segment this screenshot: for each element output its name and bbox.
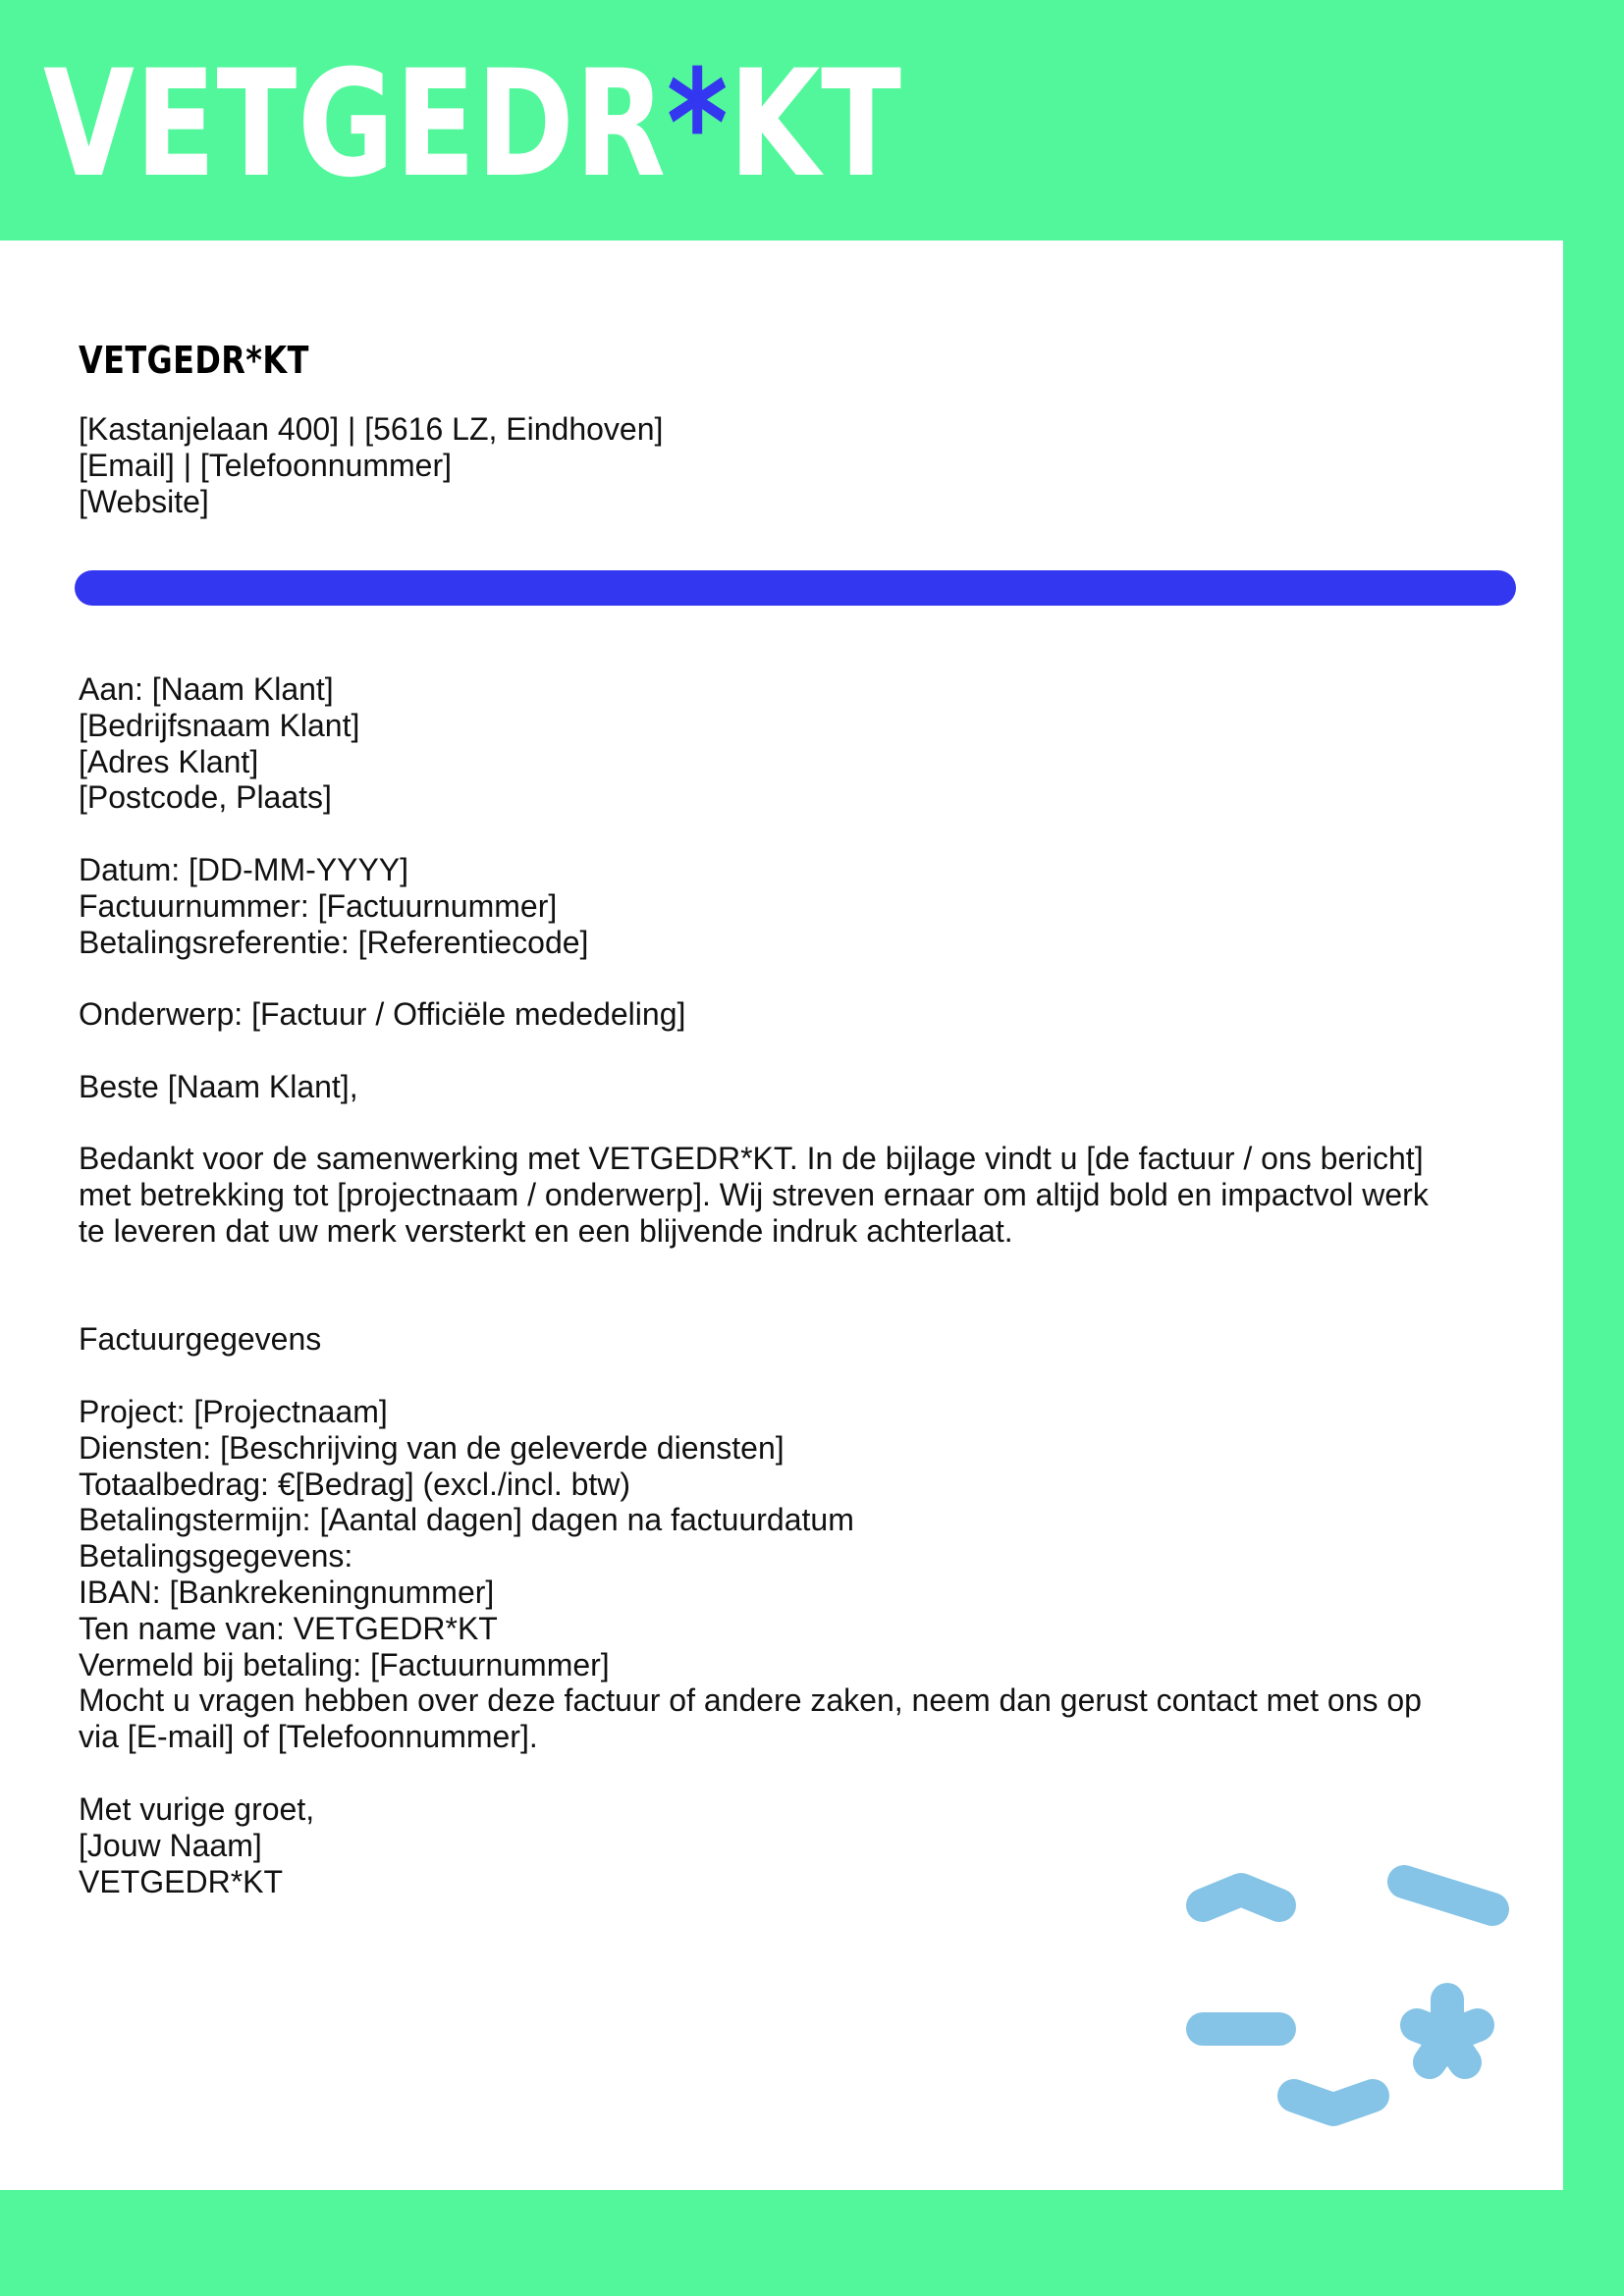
closing-salutation: Met vurige groet, (79, 1791, 315, 1827)
letterhead-brand-name: VETGEDR*KT (79, 339, 309, 382)
dash-slanted-icon (1404, 1882, 1492, 1909)
invoice-services: Diensten: [Beschrijving van de geleverde diensten] (79, 1429, 785, 1466)
masthead-text-end: KT (729, 39, 902, 210)
asterisk-icon (1417, 2000, 1478, 2062)
caret-up-icon (1203, 1890, 1279, 1905)
invoice-mention: Vermeld bij betaling: [Factuurnummer] (79, 1646, 610, 1682)
brand-logo-masthead (43, 39, 902, 210)
payment-reference: Betalingsreferentie: [Referentiecode] (79, 924, 589, 960)
caret-down-icon (1294, 2096, 1373, 2109)
masthead-text-start: VETGEDR (43, 39, 667, 210)
invoice-project: Project: [Projectnaam] (79, 1394, 388, 1429)
invoice-number: Factuurnummer: [Factuurnummer] (79, 887, 558, 924)
invoice-payment-details: Betalingsgegevens: (79, 1538, 353, 1575)
recipient-company: [Bedrijfsnaam Klant] (79, 707, 360, 743)
closing-name: [Jouw Naam] (79, 1827, 262, 1863)
invoice-account-name: Ten name van: VETGEDR*KT (79, 1610, 498, 1646)
divider-bar (75, 570, 1516, 606)
intro-line: met betrekking tot [projectnaam / onderwerp]. Wij streven ernaar om altijd bold en impactvol werk (79, 1176, 1429, 1212)
letter-subject: Onderwerp: [Factuur / Officiële mededeling] (79, 996, 686, 1032)
invoice-questions: via [E-mail] of [Telefoonnummer]. (79, 1719, 538, 1755)
recipient-postal: [Postcode, Plaats] (79, 779, 332, 816)
intro-line: Bedankt voor de samenwerking met VETGEDR*KT. In de bijlage vindt u [de factuur / ons bericht] (79, 1141, 1424, 1176)
intro-line: te leveren dat uw merk versterkt en een blijvende indruk achterlaat. (79, 1212, 1013, 1249)
letter-sheet (0, 240, 1563, 2190)
invoice-questions: Mocht u vragen hebben over deze factuur of andere zaken, neem dan gerust contact met ons op (79, 1682, 1422, 1719)
invoice-term: Betalingstermijn: [Aantal dagen] dagen na factuurdatum (79, 1502, 854, 1538)
recipient-name: Aan: [Naam Klant] (79, 671, 334, 707)
invoice-heading: Factuurgegevens (79, 1321, 322, 1357)
sender-contact: [Email] | [Telefoonnummer] (79, 447, 453, 483)
letter-date: Datum: [DD-MM-YYYY] (79, 852, 409, 887)
recipient-address: [Adres Klant] (79, 743, 259, 779)
closing-company: VETGEDR*KT (79, 1863, 284, 1899)
sender-address: [Kastanjelaan 400] | [5616 LZ, Eindhoven] (79, 411, 664, 447)
sender-website: [Website] (79, 483, 209, 519)
letter-greeting: Beste [Naam Klant], (79, 1069, 358, 1104)
invoice-iban: IBAN: [Bankrekeningnummer] (79, 1575, 495, 1610)
invoice-total: Totaalbedrag: €[Bedrag] (excl./incl. btw) (79, 1466, 631, 1502)
decorative-shapes (1178, 1791, 1532, 2145)
asterisk-icon: * (666, 39, 730, 210)
